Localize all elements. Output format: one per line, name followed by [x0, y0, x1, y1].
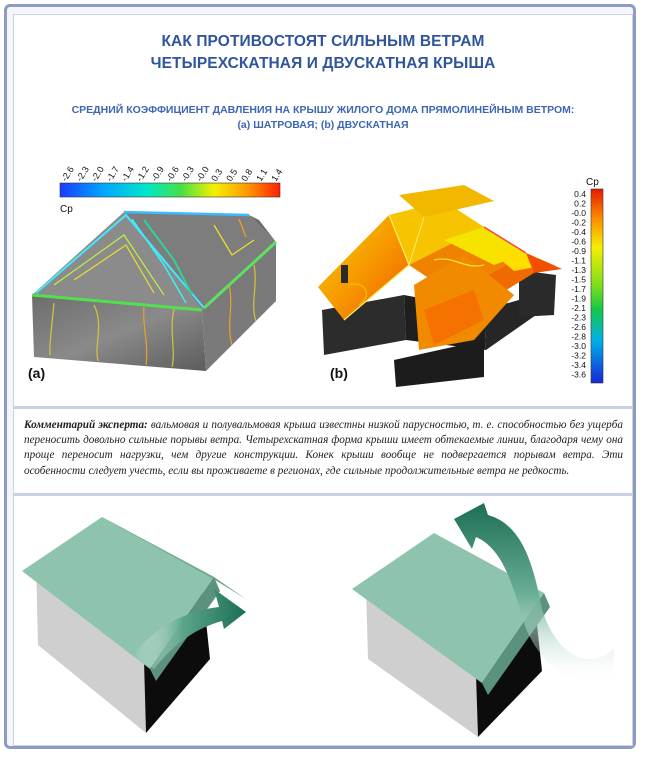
wind-illustrations [14, 499, 632, 745]
figure-a-tick-labels [59, 165, 284, 183]
figure-a-tick: 1.1 [254, 167, 270, 184]
house-wind-side [22, 517, 246, 733]
figure-a-tick: 0.5 [224, 167, 240, 184]
figure-a-label: (a) [28, 365, 46, 381]
title-line-2: ЧЕТЫРЕХСКАТНАЯ И ДВУСКАТНАЯ КРЫША [150, 55, 496, 72]
pressure-figures-svg [14, 145, 632, 403]
figure-a-colorbar-label: Cp [60, 204, 73, 215]
page-title [13, 31, 633, 75]
figure-b-tick: -1.7 [571, 284, 586, 294]
figure-b-tick-labels [571, 189, 586, 380]
figure-b-tick: -1.9 [571, 293, 586, 304]
figure-b-tick: -0.9 [571, 246, 586, 256]
figure-a-tick: -0.9 [149, 164, 166, 184]
figure-b-tick: -2.3 [571, 312, 586, 323]
figure-b-tick: -1.3 [571, 265, 586, 275]
figure-b-label: (b) [330, 365, 348, 381]
figure-b-tick: -0.0 [571, 208, 586, 218]
caption-line-2: (а) ШАТРОВАЯ; (b) ДВУСКАТНАЯ [237, 119, 409, 131]
figure-a-tick: -0.3 [179, 164, 196, 184]
title-line-1: КАК ПРОТИВОСТОЯТ СИЛЬНЫМ ВЕТРАМ [161, 33, 485, 50]
figure-b-tick: -3.0 [571, 341, 586, 351]
figure-b-tick: -0.6 [571, 236, 586, 247]
figure-b-colorbar [591, 189, 603, 383]
figure-b-colorbar-label: Cp [586, 177, 599, 188]
figure-a-tick: -1.4 [119, 164, 136, 184]
wind-illustrations-svg [14, 499, 632, 745]
figure-b-tick: 0.4 [574, 189, 586, 199]
figure-b [318, 177, 603, 387]
pressure-figures [14, 145, 632, 403]
figure-caption [13, 103, 633, 133]
figure-b-tick: -1.1 [571, 255, 586, 266]
figure-b-tick: -3.4 [571, 360, 586, 370]
figure-b-tick: -1.5 [571, 274, 586, 285]
figure-a-house [32, 212, 276, 371]
house-wind-over [352, 503, 614, 737]
figure-b-tick: -2.8 [571, 331, 586, 342]
figure-a-tick: 1.4 [269, 167, 285, 184]
figure-a-tick: -1.2 [134, 164, 151, 184]
figure-a-tick: -2.3 [74, 164, 91, 184]
expert-comment-label: Комментарий эксперта: [24, 419, 148, 431]
figure-b-tick: -3.6 [571, 369, 586, 380]
figure-b-tick: -0.4 [571, 227, 586, 237]
figure-a-tick: -2.6 [59, 164, 76, 184]
figure-b-tick: -2.1 [571, 303, 586, 313]
figure-a-tick: 0.8 [239, 167, 255, 184]
figure-a-tick: -0.6 [164, 164, 181, 184]
figure-a-tick: -1.7 [104, 164, 121, 184]
expert-comment [14, 406, 632, 496]
figure-b-tick: -2.6 [571, 322, 586, 332]
figure-b-tick: 0.2 [574, 198, 586, 209]
figure-a-tick: 0.3 [209, 167, 225, 184]
figure-a [28, 165, 284, 381]
figure-b-tick: -0.2 [571, 217, 586, 228]
caption-line-1: СРЕДНИЙ КОЭФФИЦИЕНТ ДАВЛЕНИЯ НА КРЫШУ ЖИЛОГО ДОМА ПРЯМОЛИНЕЙНЫМ ВЕТРОМ: [71, 104, 575, 116]
figure-a-colorbar [60, 183, 280, 197]
figure-b-tick: -3.2 [571, 350, 586, 361]
expert-comment-text: вальмовая и полувальмовая крыша известны низкой парусностью, т. е. способностью без ущерба переносить довольно сильные порывы ветра. Четырехскатная форма крыши имеет обтекаемые линии, благодаря чему она проще переносит нагрузки, чем другие конструкции. Конек крыши вообще не подвергается порывам ветра. Эти особенности следует учесть, если вы проживаете в регионах, где сильные продолжительные ветра не редкость. [24, 419, 623, 477]
figure-a-tick: -2.0 [89, 164, 106, 184]
figure-a-tick: -0.0 [194, 164, 211, 184]
